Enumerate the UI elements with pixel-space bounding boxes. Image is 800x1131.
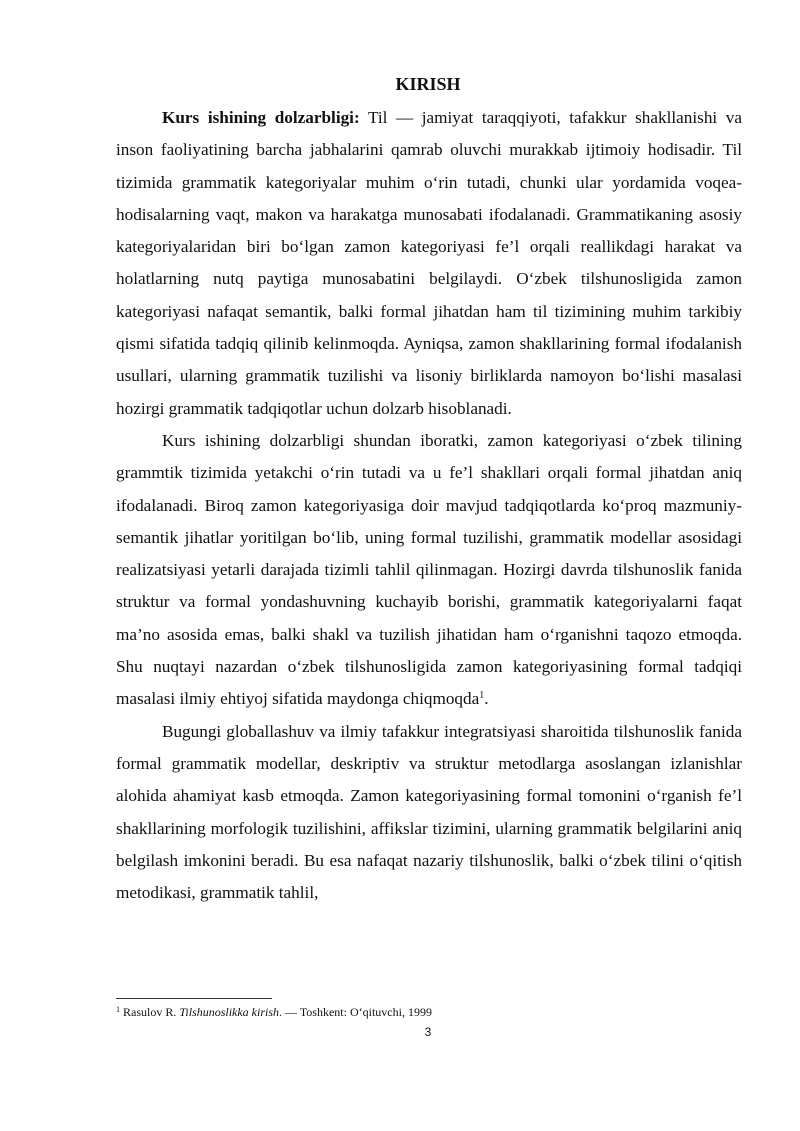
footnote-publication: . — Toshkent: O‘qituvchi, 1999 <box>279 1005 432 1019</box>
paragraph-tail: . <box>484 689 489 709</box>
paragraph-text: Til — jamiyat taraqqiyoti, tafakkur shakllanishi va inson faoliyatining barcha jabhalarini qamrab oluvchi murakkab ijtimoiy hodisadir. Til tizimida grammatik kategoriyalar muhim o‘rin tutadi, chunki ular yordamida voqea-hodisalarning vaqt, makon va harakatga munosabati ifodalanadi. Grammatikaning asosiy kategoriyalaridan biri bo‘lgan zamon kategoriyasi fe’l orqali reallikdagi harakat va holatlarning nutq paytiga munosabatini belgilaydi. O‘zbek tilshunosligida zamon kategoriyasi nafaqat semantik, balki formal jihatdan ham til tizimining muhim tarkibiy qismi sifatida tadqiq qilinib kelinmoqda. Ayniqsa, zamon shakllarining formal ifodalanish usullari, ularning grammatik tuzilishi va lisoniy birliklarda namoyon bo‘lishi masalasi hozirgi grammatik tadqiqotlar uchun dolzarb hisoblanadi. <box>116 108 742 418</box>
footnote-reference[interactable]: 1 <box>479 690 485 702</box>
footnote-author: Rasulov R. <box>120 1005 180 1019</box>
footnote-title: Tilshunoslikka kirish <box>179 1005 280 1019</box>
footnote <box>116 1005 742 1020</box>
body-text <box>116 102 742 909</box>
footnote-mark: 1 <box>116 1005 120 1014</box>
paragraph-2 <box>116 425 742 716</box>
footnote-separator <box>116 998 272 999</box>
section-heading: KIRISH <box>395 74 461 94</box>
paragraph-lead: Kurs ishining dolzarbligi: <box>162 108 360 127</box>
paragraph-1 <box>116 102 742 425</box>
paragraph-text: Bugungi globallashuv va ilmiy tafakkur integratsiyasi sharoitida tilshunoslik fanida formal grammatik modellar, deskriptiv va struktur metodlarga asoslangan izlanishlar alohida ahamiyat kasb etmoqda. Zamon kategoriyasining formal tomonini o‘rganish fe’l shakllarining morfologik tuzilishini, affikslar tizimini, ularning grammatik belgilarini aniq belgilash imkonini beradi. Bu esa nafaqat nazariy tilshunoslik, balki o‘zbek tilini o‘qitish metodikasi, grammatik tahlil, <box>116 721 742 903</box>
paragraph-3 <box>116 716 742 910</box>
paragraph-text: Kurs ishining dolzarbligi shundan iboratki, zamon kategoriyasi o‘zbek tilining grammtik tizimida yetakchi o‘rin tutadi va u fe’l shakllari orqali formal jihatdan aniq ifodalanadi. Biroq zamon kategoriyasiga doir mavjud tadqiqotlarda ko‘proq mazmuniy-semantik jihatlar yoritilgan bo‘lib, uning formal tuzilishi, grammatik modellar asosidagi realizatsiyasi yetarli darajada tizimli tahlil qilinmagan. Hozirgi davrda tilshunoslik fanida struktur va formal yondashuvning kuchayib borishi, grammatik kategoriyalarni faqat ma’no asosida emas, balki shakl va tuzilish jihatidan ham o‘rganishni taqozo etmoqda. Shu nuqtayi nazardan o‘zbek tilshunosligida zamon kategoriyasining formal tadqiqi masalasi ilmiy ehtiyoj sifatida maydonga chiqmoqda <box>116 430 742 709</box>
page-number: 3 <box>424 1025 432 1039</box>
